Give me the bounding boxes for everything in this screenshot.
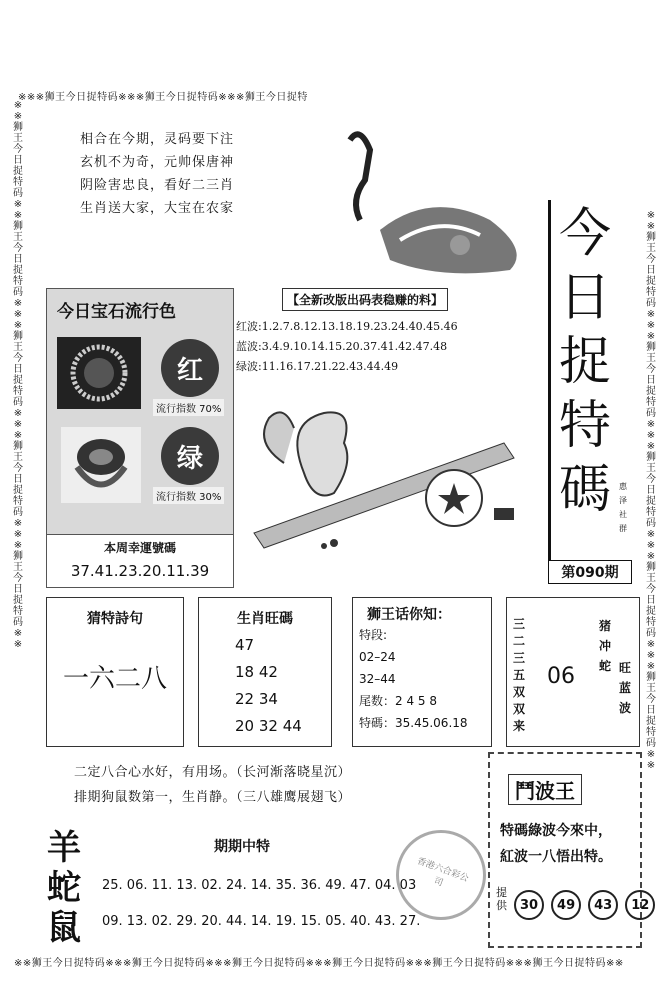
lion-tips-line: 32–44 (359, 672, 396, 686)
tip-column-1: 三二三五双双来 (513, 617, 526, 733)
squirrel-seesaw-illustration (244, 383, 534, 553)
wave-king-title: 鬥波王 (508, 774, 582, 805)
lion-tips-box (352, 597, 492, 747)
red-wave-numbers: 红波:1.2.7.8.12.13.18.19.23.24.40.45.46 (236, 320, 458, 333)
wave-king-line-1: 特碼綠波今來中， (500, 823, 612, 839)
lucky-numbers: 37.41.23.20.11.39 (70, 562, 210, 580)
right-border-text: ※※狮王今日捉特码※※※狮王今日捉特码※※※狮王今日捉特码※※※狮王今日捉特码※※※狮王今日捉特码※※ (646, 210, 656, 771)
blue-wave-numbers: 蓝波:3.4.9.10.14.15.20.37.41.42.47.48 (236, 340, 448, 353)
proverb-line: 二定八合心水好，有用场。（长河渐落晓星沉） (74, 765, 352, 780)
title-panel (548, 200, 633, 560)
guess-poem-box (46, 597, 184, 747)
green-color-badge: 绿 (161, 427, 219, 485)
title-char: 捉 (558, 332, 611, 392)
zodiac-hot-line: 22 34 (235, 690, 278, 708)
history-numbers-row-2: 09. 13. 02. 29. 20. 44. 14. 19. 15. 05. 40. 43. 27. (102, 914, 421, 929)
green-gem-ring-image (61, 427, 141, 503)
zodiac-hot-line: 18 42 (235, 663, 278, 681)
wave-king-line-2: 紅波一八悟出特。 (500, 849, 612, 865)
opening-poem (80, 128, 234, 220)
wave-king-balls (514, 890, 657, 920)
lion-tips-line: 02–24 (359, 650, 396, 664)
title-char: 特 (558, 396, 611, 456)
tip-column-3: 旺蓝波 (619, 661, 632, 715)
proverb-line: 排期狗鼠数第一，生肖静。（三八雄鹰展翅飞） (74, 790, 352, 805)
provider-label: 提供 (496, 886, 507, 912)
zodiac-hot-title: 生肖旺碼 (237, 611, 293, 627)
proverbs (74, 760, 351, 810)
wave-color-panel (234, 288, 542, 558)
number-ball: 49 (551, 890, 581, 920)
zodiac-hot-line: 47 (235, 636, 255, 654)
number-ball: 12 (625, 890, 655, 920)
poem-line: 玄机不为奇，元帅保唐神 (80, 155, 235, 170)
guess-poem-content: 一六二八 (62, 664, 167, 694)
zodiac-hot-box (198, 597, 332, 747)
green-popularity-index: 流行指数 30% (153, 487, 224, 504)
gem-color-panel (46, 288, 234, 535)
poem-line: 生肖送大家，大宝在农家 (80, 201, 235, 216)
ink-sketch-illustration (320, 120, 550, 280)
company-seal-stamp (396, 830, 486, 920)
poem-line: 阴险害忠良，看好二三肖 (80, 178, 235, 193)
main-title (555, 202, 615, 522)
title-char: 碼 (558, 460, 611, 520)
tip-column-2: 猪冲蛇 (599, 619, 612, 673)
zodiac-hot-line: 20 32 44 (235, 717, 302, 735)
zodiac-char: 羊 (47, 828, 81, 868)
poem-line: 相合在今期，灵码要下注 (80, 132, 235, 147)
featured-zodiacs (44, 828, 84, 948)
publisher-name: 惠泽社群 (619, 482, 627, 533)
issue-number: 第090期 (548, 560, 632, 584)
special-tip-box (506, 597, 640, 747)
tip-number: 06 (547, 664, 575, 689)
number-ball: 43 (588, 890, 618, 920)
history-numbers-row-1: 25. 06. 11. 13. 02. 24. 14. 35. 36. 49. 47. 04. 03 (102, 878, 417, 893)
guess-poem-title: 猜特詩句 (87, 611, 143, 627)
bottom-border-text: ※※狮王今日捉特码※※※狮王今日捉特码※※※狮王今日捉特码※※※狮王今日捉特码※※※狮王今日捉特码※※※狮王今日捉特码※※ (14, 958, 624, 969)
every-issue-heading: 期期中特 (214, 839, 270, 855)
gem-heading: 今日宝石流行色 (57, 302, 176, 322)
zodiac-char: 鼠 (47, 908, 81, 948)
seal-text: 香港六合彩公司 (415, 856, 470, 889)
zodiac-char: 蛇 (47, 868, 81, 908)
number-ball: 30 (514, 890, 544, 920)
lucky-numbers-box (46, 534, 234, 588)
red-popularity-index: 流行指数 70% (153, 399, 224, 416)
wave-king-box (488, 752, 650, 948)
left-border-text: ※※狮王今日捉特码※※狮王今日捉特码※※※狮王今日捉特码※※※狮王今日捉特码※※※狮王今日捉特码※※ (13, 100, 23, 650)
red-color-badge: 红 (161, 339, 219, 397)
top-border-text: ※※※狮王今日捉特码※※※狮王今日捉特码※※※狮王今日捉特 (18, 92, 308, 103)
wave-panel-header: 【全新改版出码表稳赚的料】 (282, 288, 448, 311)
red-gem-ring-image (57, 337, 141, 409)
lion-tips-title: 狮王话你知： (367, 607, 451, 623)
title-char: 今 (558, 204, 611, 264)
lion-tips-line: 特段: (359, 628, 388, 642)
green-wave-numbers: 绿波:11.16.17.21.22.43.44.49 (236, 360, 399, 373)
lion-tips-line: 特碼：35.45.06.18 (359, 716, 468, 730)
lucky-numbers-title: 本周幸運號碼 (103, 541, 176, 555)
title-char: 日 (558, 268, 611, 328)
lion-tips-line: 尾数：2 4 5 8 (359, 694, 437, 708)
